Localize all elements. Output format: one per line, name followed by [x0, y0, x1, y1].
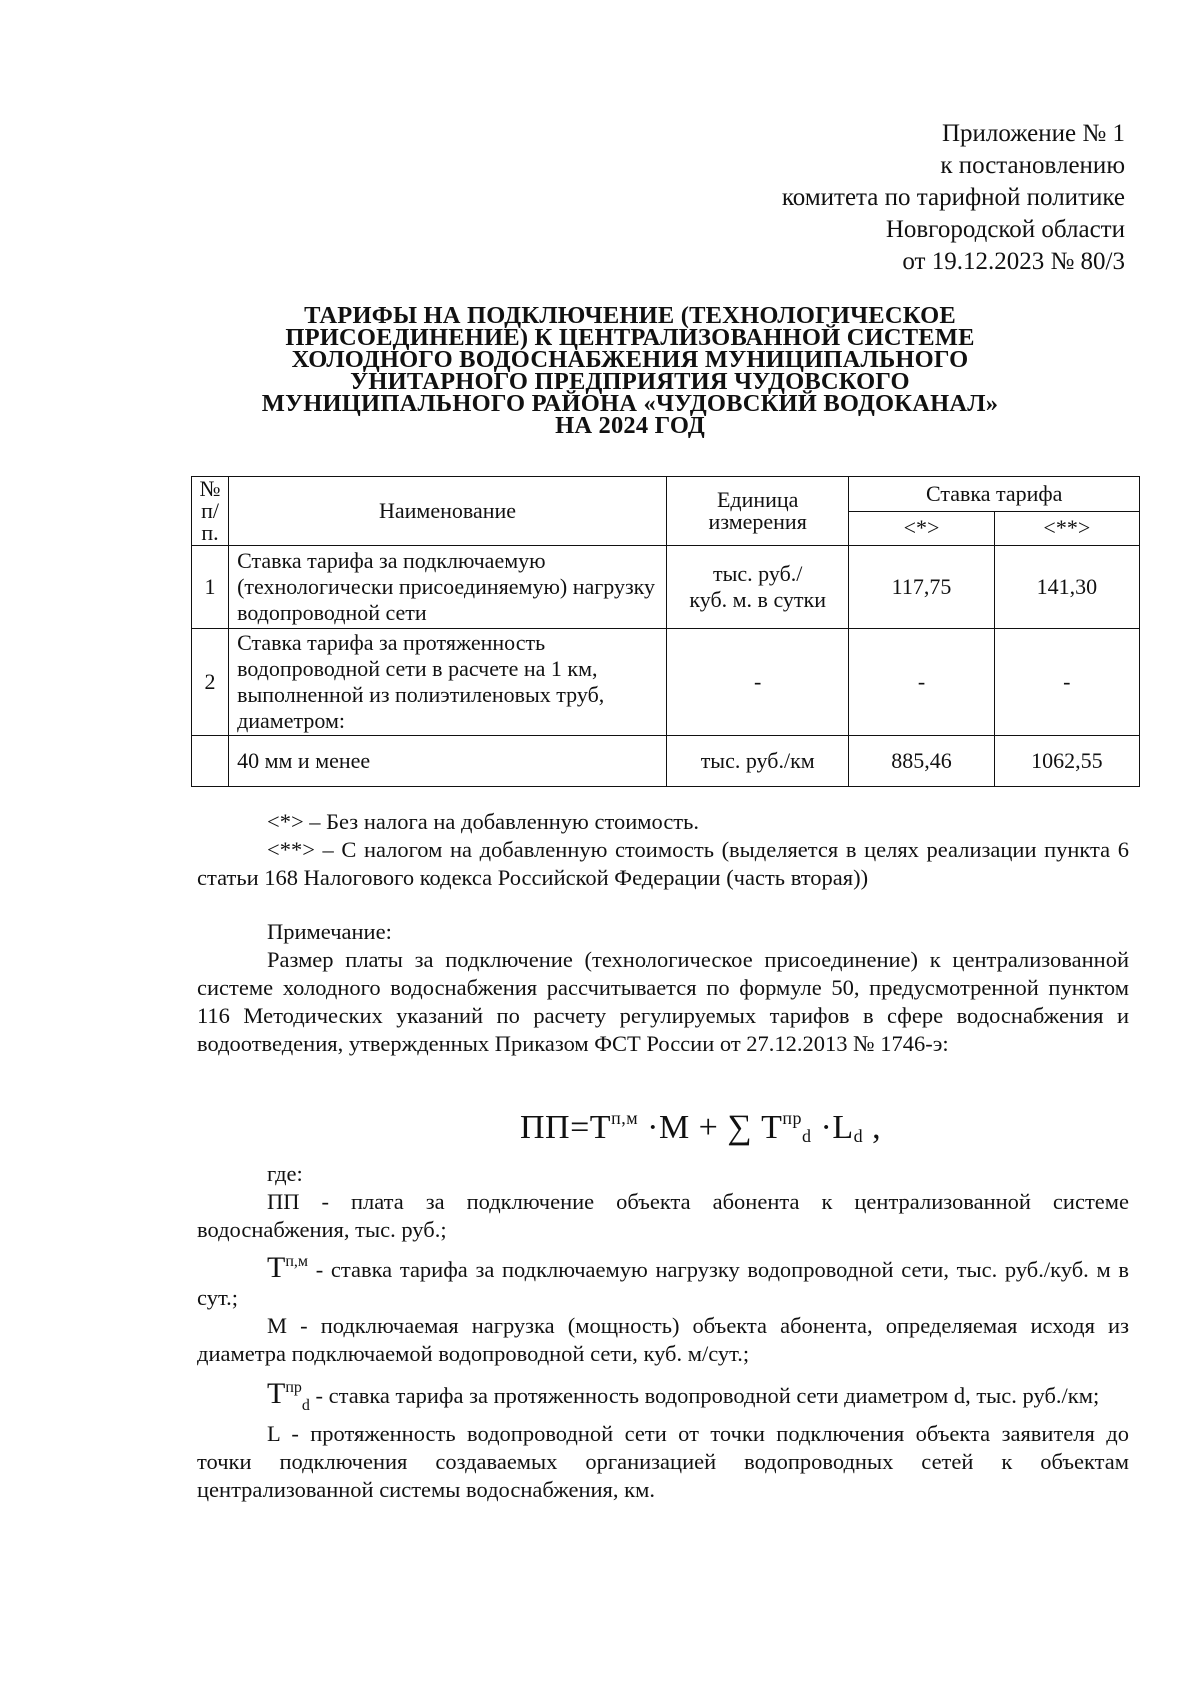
row-rate-vat: 141,30: [994, 546, 1139, 629]
def-tpm-symbol: [267, 1251, 308, 1284]
def-tpr-text: - ставка тарифа за протяженность водопроводной сети диаметром d, тыс. руб./км;: [309, 1383, 1100, 1408]
row-unit: -: [667, 629, 849, 736]
formula-lhs: ПП: [520, 1109, 571, 1146]
table-row: [192, 546, 1140, 629]
row-rate-vat: -: [994, 629, 1139, 736]
header-num-line-2: п/п.: [201, 498, 219, 545]
definitions-section: [197, 1160, 1129, 1504]
header-line-3: комитета по тарифной политике: [781, 184, 1125, 211]
row-rate-no-vat: 117,75: [849, 546, 994, 629]
formula-dot-1: ·: [647, 1109, 659, 1146]
def-pp: ПП - плата за подключение объекта абонента к централизованной системе водоснабжения, тыс. руб.;: [197, 1189, 1129, 1242]
header-line-1: Приложение № 1: [941, 120, 1125, 147]
table-row: [192, 629, 1140, 736]
def-tpr-sup: пр: [285, 1379, 302, 1396]
row-num: [192, 736, 229, 787]
footnote-no-vat: <*> – Без налога на добавленную стоимость.: [267, 809, 700, 834]
row-unit-line-2: куб. м. в сутки: [689, 587, 826, 612]
table-header-row: [192, 477, 1140, 512]
header-line-5: от 19.12.2023 № 80/3: [902, 248, 1125, 275]
tariff-table: [191, 476, 1140, 787]
header-line-2: к постановлению: [940, 152, 1125, 179]
appendix-header: [782, 118, 1125, 278]
title-line-5: МУНИЦИПАЛЬНОГО РАЙОНА «ЧУДОВСКИЙ ВОДОКАНАЛ»: [261, 390, 999, 417]
table-row: [192, 736, 1140, 787]
formula-t2: Т: [761, 1109, 783, 1146]
formula-t1-sup: п,м: [611, 1108, 639, 1128]
formula-t2-sup: пр: [782, 1108, 803, 1128]
title-line-3: ХОЛОДНОГО ВОДОСНАБЖЕНИЯ МУНИЦИПАЛЬНОГО: [291, 346, 969, 373]
notes-section: [197, 808, 1129, 1058]
header-rate-vat: <**>: [994, 511, 1139, 546]
row-rate-no-vat: -: [849, 629, 994, 736]
header-line-4: Новгородской области: [885, 216, 1125, 243]
note-heading: Примечание:: [267, 919, 392, 944]
def-tpr-sub: d: [301, 1397, 310, 1414]
header-rate-no-vat: <*>: [849, 511, 994, 546]
row-rate-vat: 1062,55: [994, 736, 1139, 787]
def-tpm: [197, 1248, 1129, 1312]
row-unit: тыс. руб./км: [667, 736, 849, 787]
def-tpr-letter: Т: [267, 1377, 286, 1410]
formula-equals: =: [570, 1109, 590, 1146]
row-rate-no-vat: 885,46: [849, 736, 994, 787]
header-num: [192, 477, 229, 546]
header-unit: [667, 477, 849, 546]
row-unit: [667, 546, 849, 629]
formula-m: М: [658, 1109, 690, 1146]
header-unit-line-2: измерения: [708, 509, 807, 534]
def-tpr: [197, 1374, 1129, 1420]
header-name: Наименование: [229, 477, 667, 546]
formula-sum: ∑: [727, 1109, 753, 1146]
formula-dot-2: ·: [820, 1109, 833, 1146]
note-text: Размер платы за подключение (технологическое присоединение) к централизованной системе холодного водоснабжения рассчитывается по формуле 50, предусмотренной пунктом 116 Методических указаний по расчету регулируемых тарифов в сфере водоснабжения и водоотведения, утвержденных Приказом ФСТ России от 27.12.2013 № 1746-э:: [197, 947, 1129, 1056]
formula-t2-sub: d: [802, 1126, 812, 1146]
header-rate: Ставка тарифа: [849, 477, 1140, 512]
footnote-vat: <**> – С налогом на добавленную стоимость (выделяется в целях реализации пункта 6 статьи 168 Налогового кодекса Российской Федерации (часть вторая)): [197, 837, 1129, 890]
formula-l: L: [832, 1109, 854, 1146]
payment-formula: [520, 1108, 881, 1147]
row-name: Ставка тарифа за подключаемую (технологически присоединяемую) нагрузку водопроводной сети: [229, 546, 667, 629]
document-title: [190, 302, 1070, 439]
def-l: L - протяженность водопроводной сети от точки подключения объекта заявителя до точки подключения создаваемых организацией водопроводных сетей к объектам централизованной системы водоснабжения, км.: [197, 1421, 1129, 1502]
def-m: М - подключаемая нагрузка (мощность) объекта абонента, определяемая исходя из диаметра подключаемой водопроводной сети, куб. м/сут.;: [197, 1313, 1129, 1366]
row-name: Ставка тарифа за протяженность водопроводной сети в расчете на 1 км, выполненной из полиэтиленовых труб, диаметром:: [229, 629, 667, 736]
title-line-4: УНИТАРНОГО ПРЕДПРИЯТИЯ ЧУДОВСКОГО: [350, 368, 910, 395]
header-num-line-1: №: [199, 476, 221, 501]
title-line-6: НА 2024 ГОД: [555, 412, 705, 439]
row-name: 40 мм и менее: [229, 736, 667, 787]
header-unit-line-1: Единица: [716, 487, 799, 512]
formula-plus: +: [698, 1109, 719, 1146]
row-unit-line-1: тыс. руб./: [712, 561, 803, 586]
formula-l-sub: d: [853, 1126, 864, 1146]
formula-comma: ,: [872, 1109, 882, 1146]
def-tpm-letter: Т: [267, 1251, 286, 1284]
def-tpm-text: - ставка тарифа за подключаемую нагрузку водопроводной сети, тыс. руб./куб. м в сут.;: [197, 1257, 1129, 1310]
def-tpm-sup: п,м: [285, 1253, 309, 1270]
def-where: где:: [267, 1161, 303, 1186]
formula-t1: Т: [589, 1109, 612, 1146]
title-line-2: ПРИСОЕДИНЕНИЕ) К ЦЕНТРАЛИЗОВАННОЙ СИСТЕМЕ: [285, 324, 975, 351]
def-tpr-symbol: [267, 1377, 310, 1414]
title-line-1: ТАРИФЫ НА ПОДКЛЮЧЕНИЕ (ТЕХНОЛОГИЧЕСКОЕ: [304, 302, 956, 329]
row-num: 1: [192, 546, 229, 629]
row-num: 2: [192, 629, 229, 736]
